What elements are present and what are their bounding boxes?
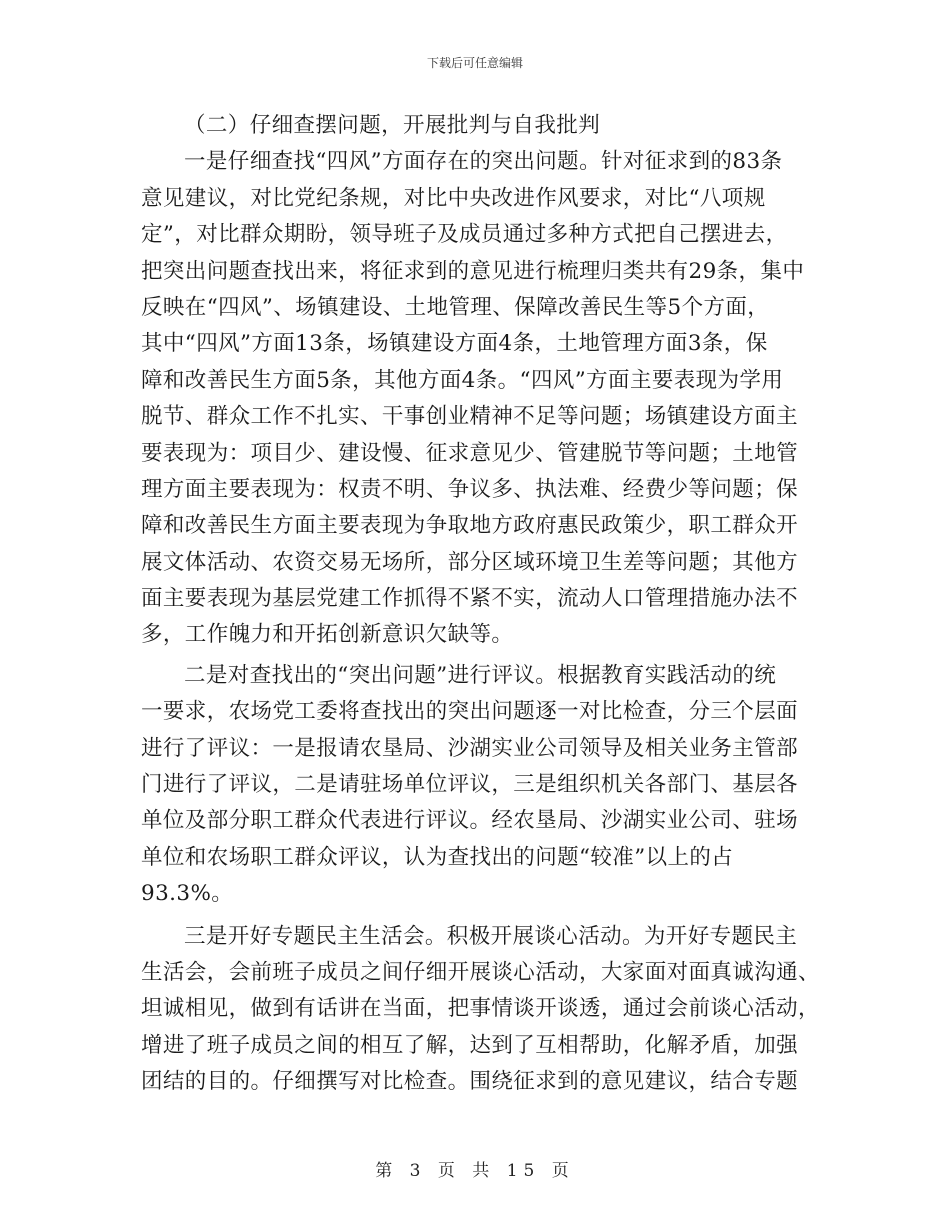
paragraph-line: 团结的目的。仔细撰写对比检查。围绕征求到的意见建议，结合专题 (141, 1069, 799, 1095)
section-heading: （二）仔细查摆问题，开展批判与自我批判 (184, 113, 601, 138)
paragraph-3 (141, 919, 820, 1101)
paragraph-line: 93.3%。 (141, 881, 234, 907)
paragraph-line: 展文体活动、农资交易无场所，部分区域环境卫生差等问题；其他方 (141, 549, 799, 575)
paragraph-line: 障和改善民生方面5条，其他方面4条。“四风”方面主要表现为学用 (141, 367, 784, 393)
paragraph-line: 理方面主要表现为：权责不明、争议多、执法难、经费少等问题；保 (141, 476, 799, 502)
document-body (141, 108, 820, 1101)
paragraph-line: 生活会，会前班子成员之间仔细开展谈心活动，大家面对面真诚沟通、 (141, 959, 820, 985)
paragraph-line: 三是开好专题民主生活会。积极开展谈心活动。为开好专题民主 (184, 923, 798, 949)
paragraph-line: 面主要表现为基层党建工作抓得不紧不实，流动人口管理措施办法不 (141, 586, 799, 612)
paragraph-line: 其中“四风”方面13条，场镇建设方面4条，土地管理方面3条，保 (141, 331, 768, 357)
paragraph-2 (141, 658, 809, 913)
paragraph-line: 单位及部分职工群众代表进行评议。经农垦局、沙湖实业公司、驻场 (141, 808, 799, 834)
paragraph-line: 单位和农场职工群众评议，认为查找出的问题“较准”以上的占 (141, 844, 734, 870)
paragraph-line: 意见建议，对比党纪条规，对比中央改进作风要求，对比“八项规 (141, 185, 766, 211)
paragraph-line: 脱节、群众工作不扎实、干事创业精神不足等问题；场镇建设方面主 (141, 404, 799, 430)
paragraph-line: 定”，对比群众期盼，领导班子及成员通过多种方式把自己摆进去， (141, 222, 788, 248)
paragraph-line: 要表现为：项目少、建设慢、征求意见少、管建脱节等问题；土地管 (141, 440, 799, 466)
paragraph-1 (141, 144, 809, 653)
paragraph-line: 增进了班子成员之间的相互了解，达到了互相帮助，化解矛盾，加强 (141, 1032, 799, 1058)
paragraph-line: 一是仔细查找“四风”方面存在的突出问题。针对征求到的83条 (184, 149, 783, 175)
paragraph-line: 二是对查找出的“突出问题”进行评议。根据教育实践活动的统 (184, 662, 777, 688)
paragraph-line: 进行了评议：一是报请农垦局、沙湖实业公司领导及相关业务主管部 (141, 735, 799, 761)
paragraph-line: 多，工作魄力和开拓创新意识欠缺等。 (141, 622, 514, 648)
paragraph-line: 一要求，农场党工委将查找出的突出问题逐一对比检查，分三个层面 (141, 699, 799, 725)
paragraph-line: 障和改善民生方面主要表现为争取地方政府惠民政策少，职工群众开 (141, 513, 799, 539)
page-header: 下载后可任意编辑 (426, 56, 523, 70)
paragraph-line: 坦诚相见，做到有话讲在当面，把事情谈开谈透，通过会前谈心活动， (141, 996, 820, 1022)
paragraph-line: 反映在“四风”、场镇建设、土地管理、保障改善民生等5个方面， (141, 294, 770, 320)
paragraph-line: 把突出问题查找出来，将征求到的意见进行梳理归类共有29条，集中 (141, 258, 805, 284)
paragraph-line: 门进行了评议，二是请驻场单位评议，三是组织机关各部门、基层各 (141, 772, 799, 798)
page-footer: 第 3 页 共 15 页 (375, 1161, 575, 1181)
